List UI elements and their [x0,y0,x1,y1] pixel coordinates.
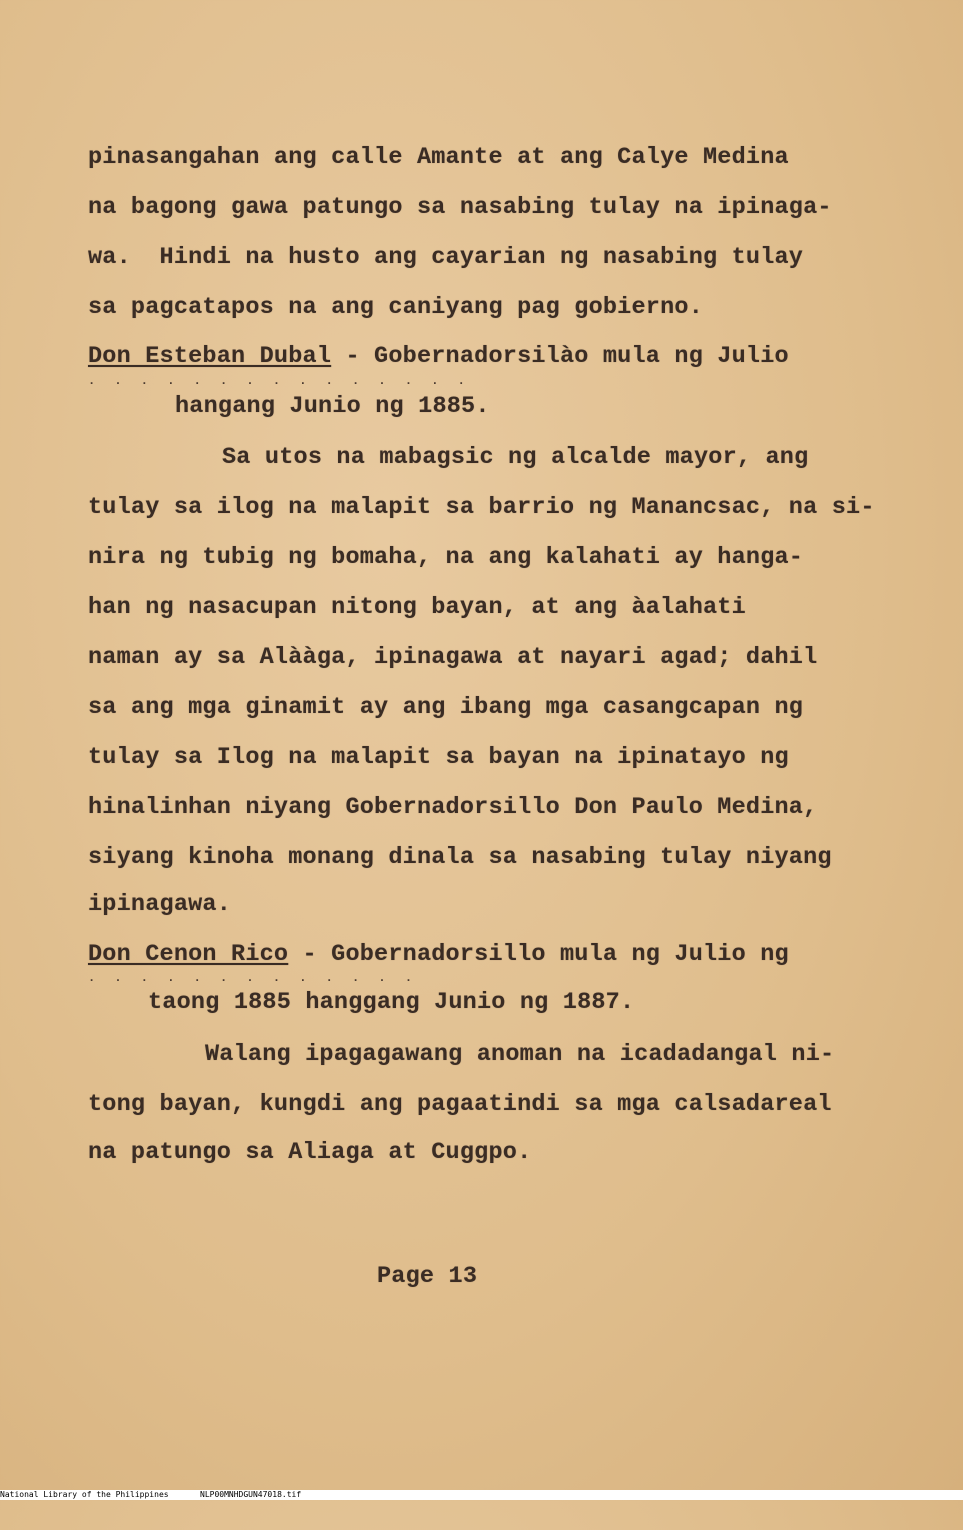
entry-1-name: Don Esteban Dubal [88,343,332,370]
paragraph-2-line-9: siyang kinoha monang dinala sa nasabing tulay niyang [88,844,832,871]
entry-2-heading [88,940,789,970]
entry-2-title: - Gobernadorsillo mula ng Julio ng [288,941,789,968]
paragraph-2-line-6: sa ang mga ginamit ay ang ibang mga casangcapan ng [88,694,804,721]
paragraph-1-line-3: wa. Hindi na husto ang cayarian ng nasabing tulay [88,244,804,271]
paragraph-2-line-1: Sa utos na mabagsic ng alcalde mayor, ang [222,444,809,471]
scan-footer [0,1490,963,1500]
entry-2-line-2: taong 1885 hanggang Junio ng 1887. [148,989,635,1016]
paragraph-3-line-3: na patungo sa Aliaga at Cuggpo. [88,1139,532,1166]
paragraph-2-line-4: han ng nasacupan nitong bayan, at ang àalahati [88,594,746,621]
entry-2-dots: . . . . . . . . . . . . . [88,971,419,985]
paragraph-1-line-1: pinasangahan ang calle Amante at ang Calye Medina [88,144,789,171]
entry-2-name: Don Cenon Rico [88,941,289,968]
paragraph-2-line-5: naman ay sa Alààga, ipinagawa at nayari agad; dahil [88,644,818,671]
paragraph-3-line-1: Walang ipagagawang anoman na icadadangal ni- [205,1041,835,1068]
paragraph-2-line-2: tulay sa ilog na malapit sa barrio ng Manancsac, na si- [88,494,875,521]
paragraph-2-line-3: nira ng tubig ng bomaha, na ang kalahati ay hanga- [88,544,804,571]
entry-1-line-2: hangang Junio ng 1885. [175,393,490,420]
paragraph-1-line-4: sa pagcatapos na ang caniyang pag gobierno. [88,294,703,321]
footer-library-label: National Library of the Philippines [0,1490,169,1499]
entry-1-title: - Gobernadorsilào mula ng Julio [331,343,789,370]
entry-1-dots: . . . . . . . . . . . . . . . [88,374,471,388]
paragraph-2-line-8: hinalinhan niyang Gobernadorsillo Don Paulo Medina, [88,794,818,821]
footer-file-name: NLP00MNHDGUN47018.tif [200,1490,302,1499]
paragraph-1-line-2: na bagong gawa patungo sa nasabing tulay na ipinaga- [88,194,832,221]
paragraph-3-line-2: tong bayan, kungdi ang pagaatindi sa mga calsadareal [88,1091,832,1118]
entry-1-heading [88,342,789,372]
page-number: Page 13 [377,1263,478,1290]
paragraph-2-line-7: tulay sa Ilog na malapit sa bayan na ipinatayo ng [88,744,789,771]
paragraph-2-line-10: ipinagawa. [88,891,232,918]
